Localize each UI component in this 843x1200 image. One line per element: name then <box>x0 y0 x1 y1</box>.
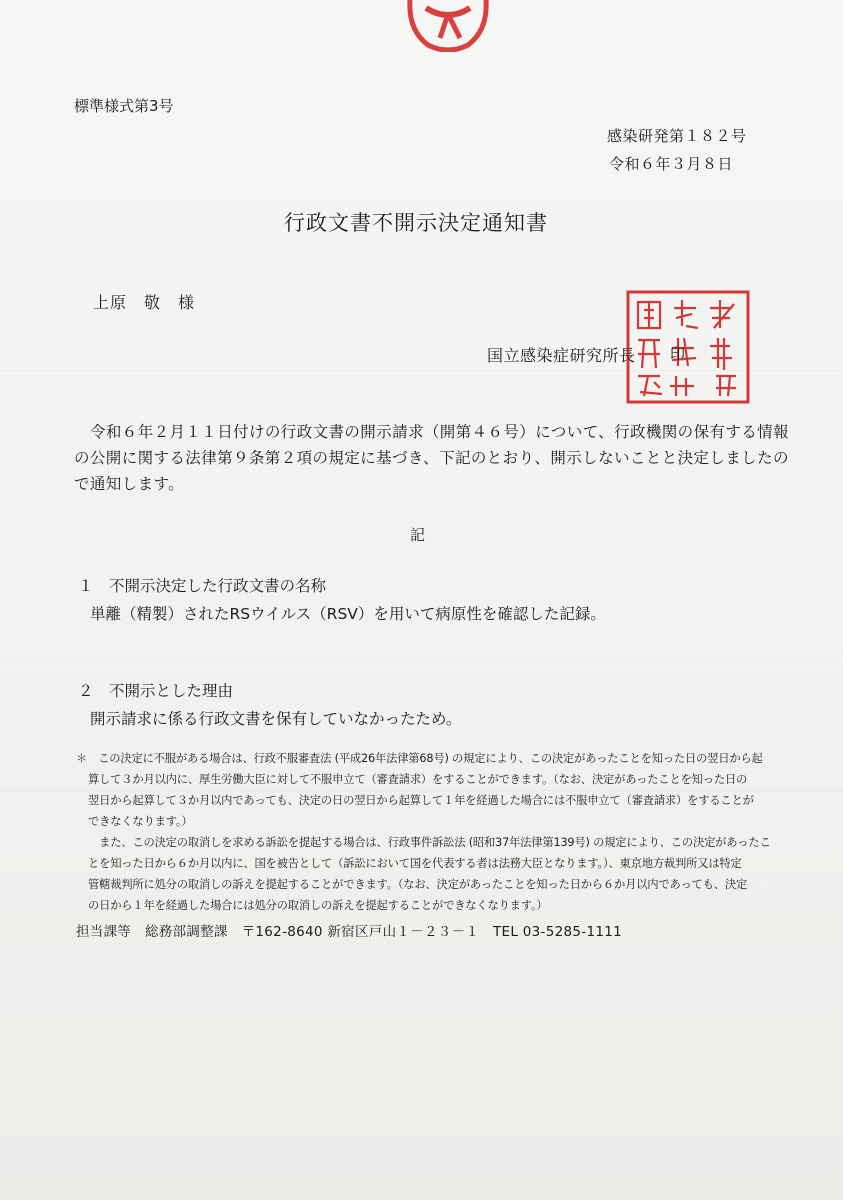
notice-line: 管轄裁判所に処分の取消しの訴えを提起することができます。（なお、決定があったことを知った日から６か月以内であっても、決定 <box>88 878 748 891</box>
notice-line: 翌日から起算して３か月以内であっても、決定の日の翌日から起算して１年を経過した場合には不服申立て（審査請求）をすることが <box>88 794 754 807</box>
notice-line: できなくなります。） <box>88 815 193 828</box>
official-seal-stamp <box>624 288 752 406</box>
addressee: 上原 敬 様 <box>93 293 196 312</box>
reference-number: 感染研発第１８２号 <box>607 127 747 145</box>
notice-line: の日から１年を経過した場合には処分の取消しの訴えを提起することができなくなります。） <box>88 899 548 912</box>
item2-content: 開示請求に係る行政文書を保有していなかったため。 <box>90 710 462 728</box>
top-seal-stamp <box>398 0 498 52</box>
body-text-line: の公開に関する法律第９条第２項の規定に基づき、下記のとおり、開示しないことと決定しましたの <box>74 449 789 467</box>
item1-content: 単離（精製）されたRSウイルス（RSV）を用いて病原性を確認した記録。 <box>90 605 606 623</box>
body-text-line: で通知します。 <box>74 475 185 493</box>
ki-heading: 記 <box>410 526 426 544</box>
item1-heading: １ 不開示決定した行政文書の名称 <box>78 577 327 595</box>
document-title: 行政文書不開示決定通知書 <box>284 211 548 235</box>
body-text-line: 令和６年２月１１日付けの行政文書の開示請求（開第４６号）について、行政機関の保有する情報 <box>90 423 789 441</box>
notice-line: とを知った日から６か月以内に、国を被告として（訴訟において国を代表する者は法務大臣となります。）、東京地方裁判所又は特定 <box>88 857 742 870</box>
notice-line: 算して３か月以内に、厚生労働大臣に対して不服申立て（審査請求）をすることができます。（なお、決定があったことを知った日の <box>88 773 748 786</box>
document-date: 令和６年３月８日 <box>609 155 734 173</box>
notice-line: ＊ この決定に不服がある場合は、行政不服審査法 (平成26年法律第68号) の規定により、この決定があったことを知った日の翌日から起 <box>76 752 763 765</box>
item2-heading: ２ 不開示とした理由 <box>78 682 234 700</box>
notice-line: また、この決定の取消しを求める訴訟を提起する場合は、行政事件訴訟法 (昭和37年法律第139号) の規定により、この決定があったこ <box>88 836 771 849</box>
form-number: 標準様式第3号 <box>74 97 174 115</box>
issuer-name: 国立感染症研究所長 <box>487 346 636 365</box>
contact-info: 担当課等 総務部調整課 〒162-8640 新宿区戸山１－２３－１ TEL 03-5285-1111 <box>76 924 623 940</box>
seal-mark: 印 <box>670 345 686 363</box>
